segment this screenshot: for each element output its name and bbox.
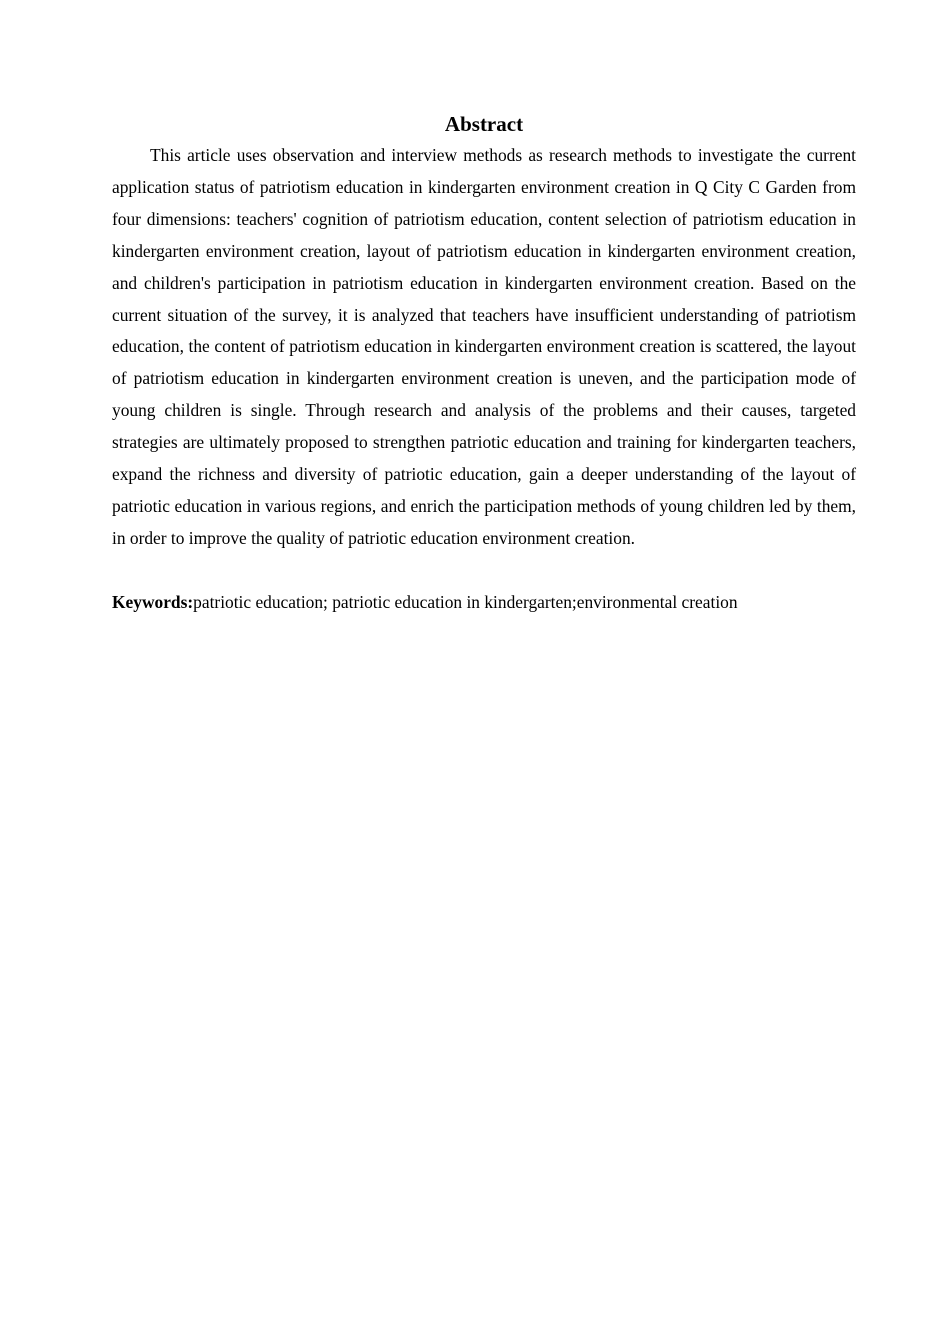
keywords-line	[112, 587, 856, 619]
abstract-body: This article uses observation and interview methods as research methods to investigate the current application status of patriotism education in kindergarten environment creation in Q City C Garden from four dimensions: teachers' cognition of patriotism education, content selection of patriotism education in kindergarten environment creation, layout of patriotism education in kindergarten environment creation, and children's participation in patriotism education in kindergarten environment creation. Based on the current situation of the survey, it is analyzed that teachers have insufficient understanding of patriotism education, the content of patriotism education in kindergarten environment creation is scattered, the layout of patriotism education in kindergarten environment creation is uneven, and the participation mode of young children is single. Through research and analysis of the problems and their causes, targeted strategies are ultimately proposed to strengthen patriotic education and training for kindergarten teachers, expand the richness and diversity of patriotic education, gain a deeper understanding of the layout of patriotic education in various regions, and enrich the participation methods of young children led by them, in order to improve the quality of patriotic education environment creation.	[112, 145, 856, 548]
keywords-label: Keywords:	[112, 591, 194, 612]
keywords-text: patriotic education; patriotic education in kindergarten;environmental creation	[193, 591, 738, 612]
abstract-section	[112, 108, 856, 619]
abstract-title: Abstract	[444, 112, 524, 136]
